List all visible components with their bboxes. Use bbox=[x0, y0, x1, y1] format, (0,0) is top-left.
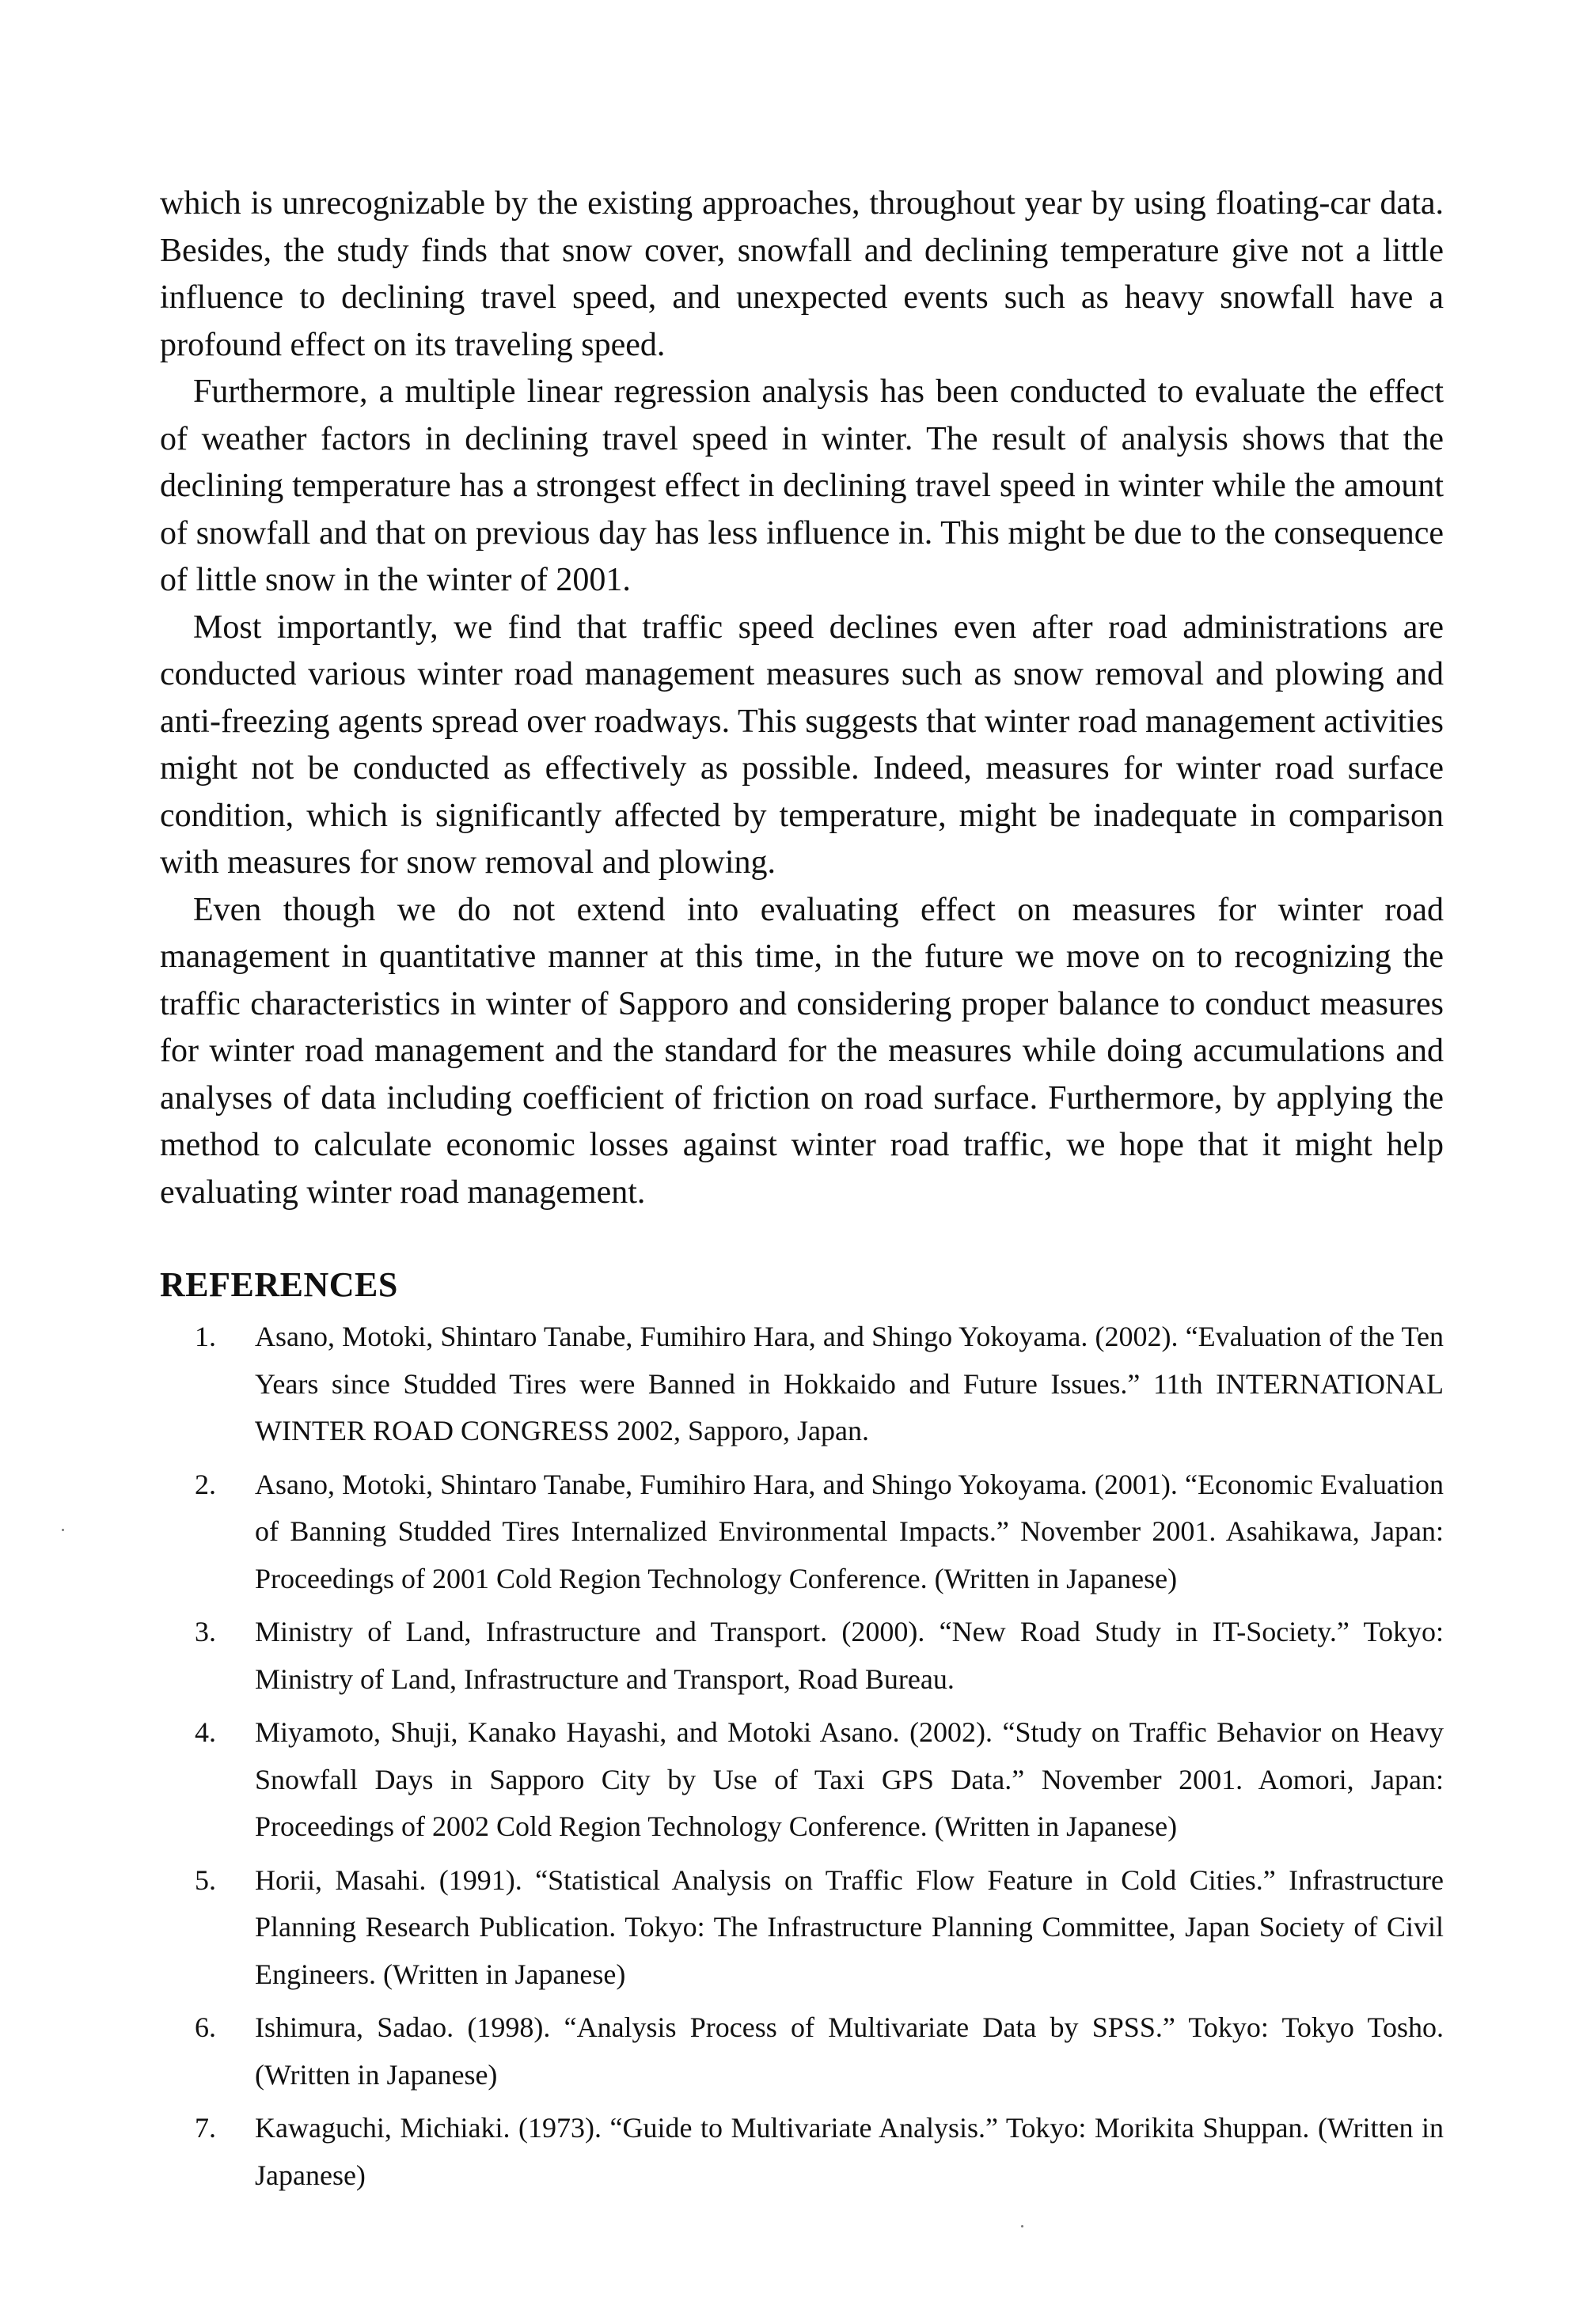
reference-number: 7. bbox=[195, 2112, 216, 2144]
reference-item bbox=[160, 2004, 1444, 2098]
scan-speck bbox=[62, 1529, 64, 1531]
reference-number: 2. bbox=[195, 1468, 216, 1500]
reference-item bbox=[160, 1462, 1444, 1603]
paragraph: Most importantly, we find that traffic speed declines even after road administrations are conducted various winter road management measures such as snow removal and plowing and anti-freezing agents spread over roadways. This suggests that winter road management activities might not be conducted as effectively as possible. Indeed, measures for winter road surface condition, which is significantly affected by temperature, might be inadequate in comparison with measures for snow removal and plowing. bbox=[160, 608, 1444, 881]
reference-text: Horii, Masahi. (1991). “Statistical Analysis on Traffic Flow Feature in Cold Cities.” Infrastructure Planning Research Publication. Tokyo: The Infrastructure Planning Committee, Japan Society of Civil Engineers. (Written in Japanese) bbox=[255, 1863, 1444, 1990]
body-text bbox=[160, 180, 1444, 1216]
reference-number: 6. bbox=[195, 2011, 216, 2043]
reference-text: Asano, Motoki, Shintaro Tanabe, Fumihiro Hara, and Shingo Yokoyama. (2002). “Evaluation of the Ten Years since Studded Tires were Banned in Hokkaido and Future Issues.” 11th INTERNATIONAL WINTER ROAD CONGRESS 2002, Sapporo, Japan. bbox=[255, 1321, 1444, 1446]
reference-item bbox=[160, 1314, 1444, 1455]
paragraph: Furthermore, a multiple linear regression analysis has been conducted to evaluate the effect of weather factors in declining travel speed in winter. The result of analysis shows that the declining temperature has a strongest effect in declining travel speed in winter while the amount of snowfall and that on previous day has less influence in. This might be due to the consequence of little snow in the winter of 2001. bbox=[160, 373, 1444, 598]
reference-text: Asano, Motoki, Shintaro Tanabe, Fumihiro Hara, and Shingo Yokoyama. (2001). “Economic Evaluation of Banning Studded Tires Internalized Environmental Impacts.” November 2001. Asahikawa, Japan: Proceedings of 2001 Cold Region Technology Conference. (Written in Japanese) bbox=[255, 1468, 1444, 1594]
reference-number: 3. bbox=[195, 1616, 216, 1647]
reference-text: Ishimura, Sadao. (1998). “Analysis Process of Multivariate Data by SPSS.” Tokyo: Tokyo Tosho. (Written in Japanese) bbox=[255, 2011, 1444, 2091]
paragraph: which is unrecognizable by the existing approaches, throughout year by using floating-car data. Besides, the study finds that snow cover, snowfall and declining temperature give not a little influence to declining travel speed, and unexpected events such as heavy snowfall have a profound effect on its traveling speed. bbox=[160, 185, 1444, 363]
reference-item bbox=[160, 1709, 1444, 1851]
scan-speck bbox=[1021, 2225, 1023, 2227]
reference-number: 1. bbox=[195, 1321, 216, 1352]
reference-number: 4. bbox=[195, 1716, 216, 1748]
references-heading: REFERENCES bbox=[160, 1265, 398, 1304]
reference-text: Miyamoto, Shuji, Kanako Hayashi, and Motoki Asano. (2002). “Study on Traffic Behavior on Heavy Snowfall Days in Sapporo City by Use of Taxi GPS Data.” November 2001. Aomori, Japan: Proceedings of 2002 Cold Region Technology Conference. (Written in Japanese) bbox=[255, 1716, 1444, 1842]
reference-text: Kawaguchi, Michiaki. (1973). “Guide to Multivariate Analysis.” Tokyo: Morikita Shuppan. (Written in Japanese) bbox=[255, 2112, 1444, 2191]
reference-item bbox=[160, 2105, 1444, 2199]
references-list bbox=[160, 1314, 1444, 2205]
reference-number: 5. bbox=[195, 1863, 216, 1896]
reference-item bbox=[160, 1857, 1444, 1999]
reference-text: Ministry of Land, Infrastructure and Transport. (2000). “New Road Study in IT-Society.” Tokyo: Ministry of Land, Infrastructure and Transport, Road Bureau. bbox=[255, 1616, 1444, 1695]
reference-item bbox=[160, 1609, 1444, 1703]
paragraph: Even though we do not extend into evaluating effect on measures for winter road management in quantitative manner at this time, in the future we move on to recognizing the traffic characteristics in winter of Sapporo and considering proper balance to conduct measures for winter road management and the standard for the measures while doing accumulations and analyses of data including coefficient of friction on road surface. Furthermore, by applying the method to calculate economic losses against winter road traffic, we hope that it might help evaluating winter road management. bbox=[160, 891, 1444, 1211]
